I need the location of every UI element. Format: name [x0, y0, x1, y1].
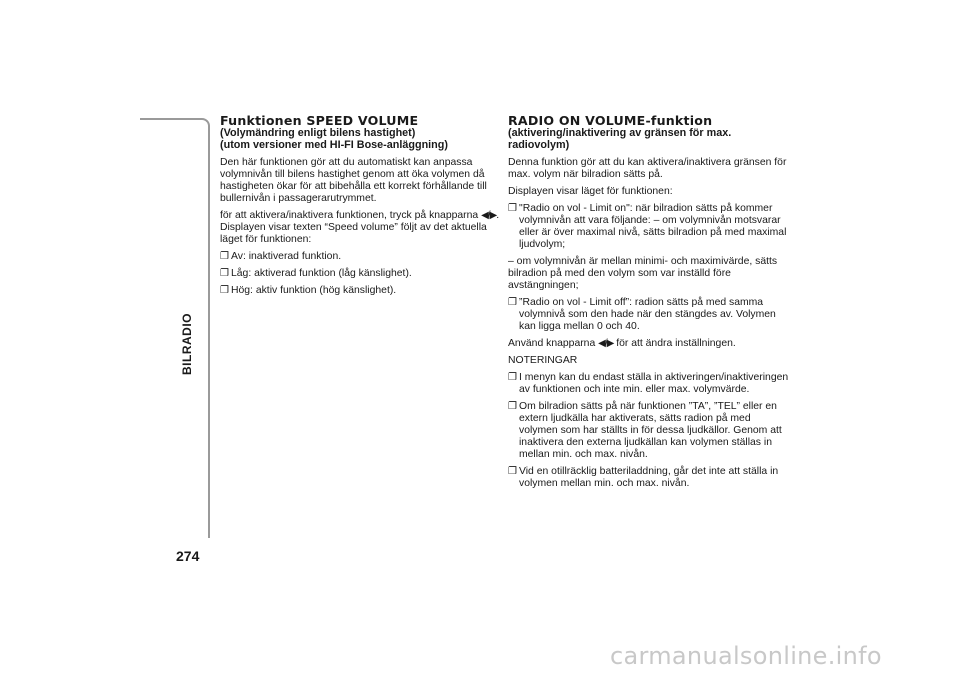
speed-volume-subtitle-1: (Volymändring enligt bilens hastighet): [220, 127, 416, 139]
instructions-text-b: . Displayen visar texten “Speed volume” följt av det aktuella läget för funktionen:: [220, 210, 500, 245]
radio-on-volume-title: RADIO ON VOLUME-funktion: [508, 113, 713, 128]
page-margin-rule: [140, 118, 210, 538]
speed-volume-title: Funktionen SPEED VOLUME: [220, 113, 419, 128]
bullet-box-icon: ❐: [508, 466, 517, 477]
section-label: BILRADIO: [180, 313, 194, 375]
list-item: ❐ Vid en otillräcklig batteriladdning, går det inte att ställa in volymen mellan min. och max. nivån.: [508, 466, 779, 489]
radio-on-volume-intro: Denna funktion gör att du kan aktivera/inaktivera gränsen för max. volym när bilradion sätts på.: [508, 157, 787, 180]
left-right-arrow-icon: ◀/▶: [598, 338, 614, 349]
left-column: [220, 114, 502, 302]
bullet-box-icon: ❐: [508, 401, 517, 412]
left-right-arrow-icon: ◀/▶: [481, 210, 497, 221]
list-item: ❐ Av: inaktiverad funktion.: [220, 251, 342, 262]
speed-volume-intro: Den här funktionen gör att du automatiskt kan anpassa volymnivån till bilens hastighet genom att öka volymen då hastigheten ökar för att bibehålla ett korrekt förhållande till bullernivån i passagerarutrymmet.: [220, 157, 487, 204]
list-item: ❐ Hög: aktiv funktion (hög känslighet).: [220, 285, 397, 296]
notes-heading: NOTERINGAR: [508, 355, 578, 366]
instructions-text-a: för att aktivera/inaktivera funktionen, tryck på knapparna: [220, 210, 479, 221]
list-item: ❐ Låg: aktiverad funktion (låg känslighet).: [220, 268, 412, 279]
list-item: ❐ ”Radio on vol - Limit off”: radion sätts på med samma volymnivå som den hade när den stängdes av. Volymen kan ligga mellan 0 och 40.: [508, 297, 776, 332]
bullet-box-icon: ❐: [220, 285, 229, 296]
bullet-box-icon: ❐: [508, 297, 517, 308]
radio-on-volume-display: Displayen visar läget för funktionen:: [508, 186, 673, 197]
volume-range-note: – om volymnivån är mellan minimi- och maximivärde, sätts bilradion på med den volym som var inställd före avstängningen;: [508, 256, 778, 291]
bullet-box-icon: ❐: [508, 372, 517, 383]
bullet-box-icon: ❐: [220, 268, 229, 279]
speed-volume-instructions: [220, 210, 502, 246]
speed-volume-subtitle-2: (utom versioner med HI-FI Bose-anläggning): [220, 139, 448, 151]
page-number: 274: [176, 548, 200, 564]
change-setting-instructions: Använd knapparna ◀/▶ för att ändra inställningen.: [508, 338, 736, 349]
watermark: carmanualsonline.info: [610, 642, 882, 670]
list-item: ❐ Om bilradion sätts på när funktionen ”TA”, ”TEL” eller en extern ljudkälla har aktiverats, sätts radion på med volymen som har ställts in för dessa ljudkällor. Genom att inaktivera den externa ljudkällan kan volymen ställas in mellan min. och max. nivån.: [508, 401, 782, 460]
right-column: [508, 114, 792, 495]
list-item: ❐ "Radio on vol - Limit on": när bilradion sätts på kommer volymnivån att vara följande: – om volymnivån motsvarar eller är över maximal nivå, sätts bilradion på med maximal ljudvolym;: [508, 203, 787, 250]
list-item: ❐ I menyn kan du endast ställa in aktiveringen/inaktiveringen av funktionen och inte min. eller max. volymvärde.: [508, 372, 789, 395]
bullet-box-icon: ❐: [220, 251, 229, 262]
radio-on-volume-subtitle: (aktivering/inaktivering av gränsen för max. radiovolym): [508, 127, 732, 151]
bullet-box-icon: ❐: [508, 203, 517, 214]
